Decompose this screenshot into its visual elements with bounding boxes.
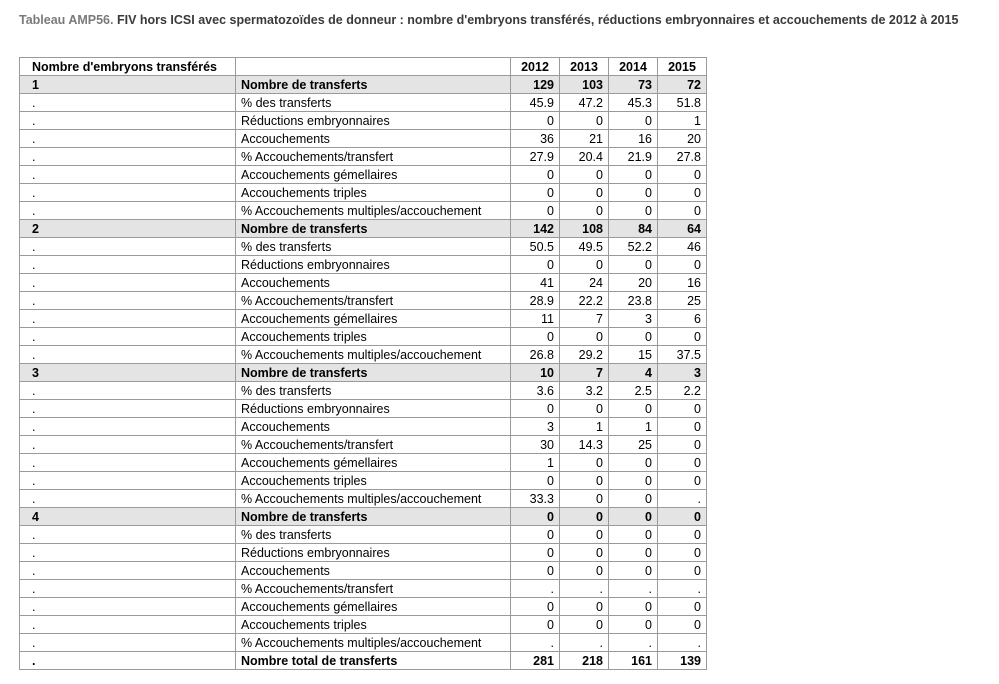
value-cell: 0 — [560, 328, 609, 346]
row-group-cell: . — [20, 544, 236, 562]
value-cell: 51.8 — [658, 94, 707, 112]
row-group-cell: . — [20, 400, 236, 418]
row-group-cell: . — [20, 634, 236, 652]
group-row — [20, 364, 707, 382]
value-cell: 161 — [609, 652, 658, 670]
row-group-cell: . — [20, 202, 236, 220]
value-cell: 0 — [511, 256, 560, 274]
header-year: 2015 — [658, 58, 707, 76]
value-cell: 73 — [609, 76, 658, 94]
group-row — [20, 220, 707, 238]
row-group-cell: . — [20, 436, 236, 454]
value-cell: 3 — [511, 418, 560, 436]
value-cell: 0 — [560, 472, 609, 490]
value-cell: 142 — [511, 220, 560, 238]
value-cell: 24 — [560, 274, 609, 292]
value-cell: 45.9 — [511, 94, 560, 112]
value-cell: . — [658, 490, 707, 508]
header-year: 2012 — [511, 58, 560, 76]
value-cell: 0 — [609, 202, 658, 220]
data-table — [19, 57, 707, 670]
value-cell: 0 — [609, 562, 658, 580]
value-cell: 0 — [658, 256, 707, 274]
row-group-cell: . — [20, 454, 236, 472]
row-label-cell: Réductions embryonnaires — [236, 256, 511, 274]
value-cell: 0 — [560, 400, 609, 418]
value-cell: 0 — [560, 526, 609, 544]
row-group-cell: . — [20, 616, 236, 634]
row-group-cell: . — [20, 148, 236, 166]
value-cell: 6 — [658, 310, 707, 328]
row-group-cell: . — [20, 418, 236, 436]
value-cell: 0 — [609, 544, 658, 562]
value-cell: 0 — [560, 112, 609, 130]
value-cell: 0 — [609, 166, 658, 184]
value-cell: 0 — [609, 508, 658, 526]
value-cell: 20 — [658, 130, 707, 148]
value-cell: 0 — [609, 184, 658, 202]
table-row — [20, 490, 707, 508]
value-cell: 0 — [609, 454, 658, 472]
group-row — [20, 76, 707, 94]
row-label-cell: Nombre total de transferts — [236, 652, 511, 670]
row-group-cell: . — [20, 490, 236, 508]
row-label-cell: % Accouchements multiples/accouchement — [236, 634, 511, 652]
row-label-cell: % Accouchements/transfert — [236, 148, 511, 166]
value-cell: 47.2 — [560, 94, 609, 112]
value-cell: 84 — [609, 220, 658, 238]
row-label-cell: Accouchements triples — [236, 616, 511, 634]
value-cell: 30 — [511, 436, 560, 454]
value-cell: 0 — [511, 166, 560, 184]
value-cell: 0 — [511, 202, 560, 220]
value-cell: 103 — [560, 76, 609, 94]
row-label-cell: Accouchements — [236, 418, 511, 436]
value-cell: 0 — [560, 184, 609, 202]
row-group-cell: . — [20, 130, 236, 148]
row-label-cell: % Accouchements multiples/accouchement — [236, 490, 511, 508]
table-row — [20, 184, 707, 202]
value-cell: 28.9 — [511, 292, 560, 310]
row-group-cell: . — [20, 580, 236, 598]
value-cell: 0 — [658, 166, 707, 184]
value-cell: 10 — [511, 364, 560, 382]
value-cell: . — [658, 634, 707, 652]
value-cell: 0 — [609, 598, 658, 616]
table-row — [20, 238, 707, 256]
table-row — [20, 346, 707, 364]
group-row — [20, 508, 707, 526]
value-cell: 0 — [511, 598, 560, 616]
row-label-cell: % Accouchements/transfert — [236, 580, 511, 598]
value-cell: 108 — [560, 220, 609, 238]
value-cell: 0 — [511, 328, 560, 346]
value-cell: 0 — [658, 526, 707, 544]
value-cell: 0 — [658, 544, 707, 562]
value-cell: 0 — [658, 436, 707, 454]
value-cell: . — [609, 634, 658, 652]
row-label-cell: Accouchements — [236, 562, 511, 580]
value-cell: 0 — [658, 508, 707, 526]
value-cell: 218 — [560, 652, 609, 670]
value-cell: 25 — [609, 436, 658, 454]
row-label-cell: % des transferts — [236, 382, 511, 400]
value-cell: 11 — [511, 310, 560, 328]
row-group-cell: . — [20, 310, 236, 328]
table-row — [20, 580, 707, 598]
value-cell: 50.5 — [511, 238, 560, 256]
header-year: 2013 — [560, 58, 609, 76]
row-group-cell: . — [20, 166, 236, 184]
row-label-cell: % des transferts — [236, 526, 511, 544]
value-cell: 23.8 — [609, 292, 658, 310]
total-row — [20, 652, 707, 670]
row-label-cell: % Accouchements multiples/accouchement — [236, 346, 511, 364]
value-cell: 21 — [560, 130, 609, 148]
value-cell: 0 — [658, 472, 707, 490]
row-label-cell: Accouchements gémellaires — [236, 166, 511, 184]
value-cell: 0 — [658, 400, 707, 418]
value-cell: 7 — [560, 310, 609, 328]
row-label-cell: Accouchements gémellaires — [236, 598, 511, 616]
value-cell: . — [658, 580, 707, 598]
value-cell: 21.9 — [609, 148, 658, 166]
value-cell: 0 — [511, 508, 560, 526]
value-cell: 37.5 — [658, 346, 707, 364]
value-cell: 46 — [658, 238, 707, 256]
value-cell: 3.6 — [511, 382, 560, 400]
row-label-cell: Accouchements gémellaires — [236, 310, 511, 328]
table-row — [20, 256, 707, 274]
row-group-cell: . — [20, 526, 236, 544]
table-row — [20, 616, 707, 634]
row-label-cell: Nombre de transferts — [236, 508, 511, 526]
value-cell: 0 — [560, 202, 609, 220]
value-cell: 20.4 — [560, 148, 609, 166]
value-cell: 0 — [511, 562, 560, 580]
value-cell: 0 — [560, 544, 609, 562]
value-cell: 0 — [609, 256, 658, 274]
table-row — [20, 166, 707, 184]
value-cell: 49.5 — [560, 238, 609, 256]
value-cell: . — [511, 580, 560, 598]
row-label-cell: % Accouchements/transfert — [236, 292, 511, 310]
value-cell: 0 — [609, 400, 658, 418]
row-group-cell: 1 — [20, 76, 236, 94]
table-row — [20, 598, 707, 616]
header-year: 2014 — [609, 58, 658, 76]
row-group-cell: . — [20, 184, 236, 202]
table-title — [19, 12, 989, 29]
value-cell: 281 — [511, 652, 560, 670]
value-cell: 0 — [609, 616, 658, 634]
table-caption: FIV hors ICSI avec spermatozoïdes de donneur : nombre d'embryons transférés, réductions embryonnaires et accouchements de 2012 à 2015 — [113, 13, 959, 27]
value-cell: 0 — [511, 112, 560, 130]
value-cell: 0 — [658, 598, 707, 616]
table-row — [20, 472, 707, 490]
table-row — [20, 400, 707, 418]
row-label-cell: Accouchements — [236, 274, 511, 292]
value-cell: 129 — [511, 76, 560, 94]
value-cell: 2.2 — [658, 382, 707, 400]
value-cell: 7 — [560, 364, 609, 382]
row-group-cell: . — [20, 292, 236, 310]
value-cell: 0 — [609, 328, 658, 346]
value-cell: 27.8 — [658, 148, 707, 166]
value-cell: 0 — [560, 508, 609, 526]
value-cell: . — [560, 580, 609, 598]
value-cell: 25 — [658, 292, 707, 310]
row-group-cell: . — [20, 382, 236, 400]
row-group-cell: . — [20, 598, 236, 616]
value-cell: 0 — [511, 472, 560, 490]
row-label-cell: % Accouchements/transfert — [236, 436, 511, 454]
value-cell: 0 — [658, 202, 707, 220]
value-cell: 0 — [609, 112, 658, 130]
header-embryons: Nombre d'embryons transférés — [20, 58, 236, 76]
value-cell: 3.2 — [560, 382, 609, 400]
value-cell: 72 — [658, 76, 707, 94]
row-group-cell: . — [20, 328, 236, 346]
value-cell: 139 — [658, 652, 707, 670]
table-row — [20, 292, 707, 310]
row-label-cell: Réductions embryonnaires — [236, 400, 511, 418]
table-body — [20, 58, 707, 670]
value-cell: 0 — [511, 184, 560, 202]
row-label-cell: Nombre de transferts — [236, 220, 511, 238]
value-cell: 0 — [609, 472, 658, 490]
value-cell: 3 — [658, 364, 707, 382]
table-row — [20, 274, 707, 292]
value-cell: 16 — [609, 130, 658, 148]
row-label-cell: Nombre de transferts — [236, 364, 511, 382]
value-cell: 0 — [560, 562, 609, 580]
value-cell: 15 — [609, 346, 658, 364]
value-cell: 36 — [511, 130, 560, 148]
row-label-cell: Accouchements triples — [236, 472, 511, 490]
value-cell: . — [511, 634, 560, 652]
value-cell: 20 — [609, 274, 658, 292]
value-cell: 41 — [511, 274, 560, 292]
value-cell: 2.5 — [609, 382, 658, 400]
value-cell: 0 — [658, 418, 707, 436]
row-group-cell: . — [20, 94, 236, 112]
value-cell: . — [609, 580, 658, 598]
row-label-cell: % des transferts — [236, 94, 511, 112]
value-cell: 0 — [560, 256, 609, 274]
table-row — [20, 382, 707, 400]
value-cell: 0 — [658, 184, 707, 202]
value-cell: 0 — [560, 616, 609, 634]
value-cell: 3 — [609, 310, 658, 328]
value-cell: 0 — [658, 454, 707, 472]
value-cell: 0 — [560, 454, 609, 472]
row-group-cell: 3 — [20, 364, 236, 382]
row-label-cell: Réductions embryonnaires — [236, 544, 511, 562]
row-group-cell: . — [20, 562, 236, 580]
row-group-cell: . — [20, 238, 236, 256]
value-cell: 0 — [609, 490, 658, 508]
table-row — [20, 328, 707, 346]
value-cell: 0 — [658, 328, 707, 346]
row-label-cell: % Accouchements multiples/accouchement — [236, 202, 511, 220]
row-group-cell: . — [20, 274, 236, 292]
value-cell: 0 — [560, 490, 609, 508]
value-cell: 1 — [511, 454, 560, 472]
row-group-cell: . — [20, 652, 236, 670]
row-label-cell: Accouchements — [236, 130, 511, 148]
row-label-cell: Nombre de transferts — [236, 76, 511, 94]
table-row — [20, 310, 707, 328]
value-cell: 16 — [658, 274, 707, 292]
table-row — [20, 634, 707, 652]
table-row — [20, 418, 707, 436]
row-label-cell: Réductions embryonnaires — [236, 112, 511, 130]
table-row — [20, 94, 707, 112]
value-cell: 0 — [511, 616, 560, 634]
row-group-cell: . — [20, 256, 236, 274]
row-group-cell: . — [20, 346, 236, 364]
value-cell: 0 — [560, 166, 609, 184]
row-label-cell: Accouchements triples — [236, 184, 511, 202]
value-cell: 4 — [609, 364, 658, 382]
table-row — [20, 436, 707, 454]
value-cell: 0 — [511, 526, 560, 544]
value-cell: 64 — [658, 220, 707, 238]
row-group-cell: 2 — [20, 220, 236, 238]
value-cell: . — [560, 634, 609, 652]
value-cell: 14.3 — [560, 436, 609, 454]
value-cell: 45.3 — [609, 94, 658, 112]
table-row — [20, 112, 707, 130]
value-cell: 27.9 — [511, 148, 560, 166]
table-row — [20, 202, 707, 220]
value-cell: 1 — [560, 418, 609, 436]
header-row — [20, 58, 707, 76]
row-group-cell: . — [20, 472, 236, 490]
value-cell: 1 — [658, 112, 707, 130]
table-code: Tableau AMP56. — [19, 13, 114, 27]
table-row — [20, 130, 707, 148]
value-cell: 22.2 — [560, 292, 609, 310]
row-group-cell: . — [20, 112, 236, 130]
row-group-cell: 4 — [20, 508, 236, 526]
table-row — [20, 526, 707, 544]
value-cell: 0 — [609, 526, 658, 544]
value-cell: 52.2 — [609, 238, 658, 256]
table-row — [20, 562, 707, 580]
value-cell: 0 — [658, 616, 707, 634]
row-label-cell: Accouchements gémellaires — [236, 454, 511, 472]
value-cell: 0 — [658, 562, 707, 580]
value-cell: 26.8 — [511, 346, 560, 364]
value-cell: 29.2 — [560, 346, 609, 364]
value-cell: 0 — [511, 400, 560, 418]
row-label-cell: Accouchements triples — [236, 328, 511, 346]
row-label-cell: % des transferts — [236, 238, 511, 256]
value-cell: 0 — [511, 544, 560, 562]
table-row — [20, 148, 707, 166]
table-row — [20, 454, 707, 472]
value-cell: 33.3 — [511, 490, 560, 508]
value-cell: 1 — [609, 418, 658, 436]
header-indicator — [236, 58, 511, 76]
value-cell: 0 — [560, 598, 609, 616]
table-row — [20, 544, 707, 562]
